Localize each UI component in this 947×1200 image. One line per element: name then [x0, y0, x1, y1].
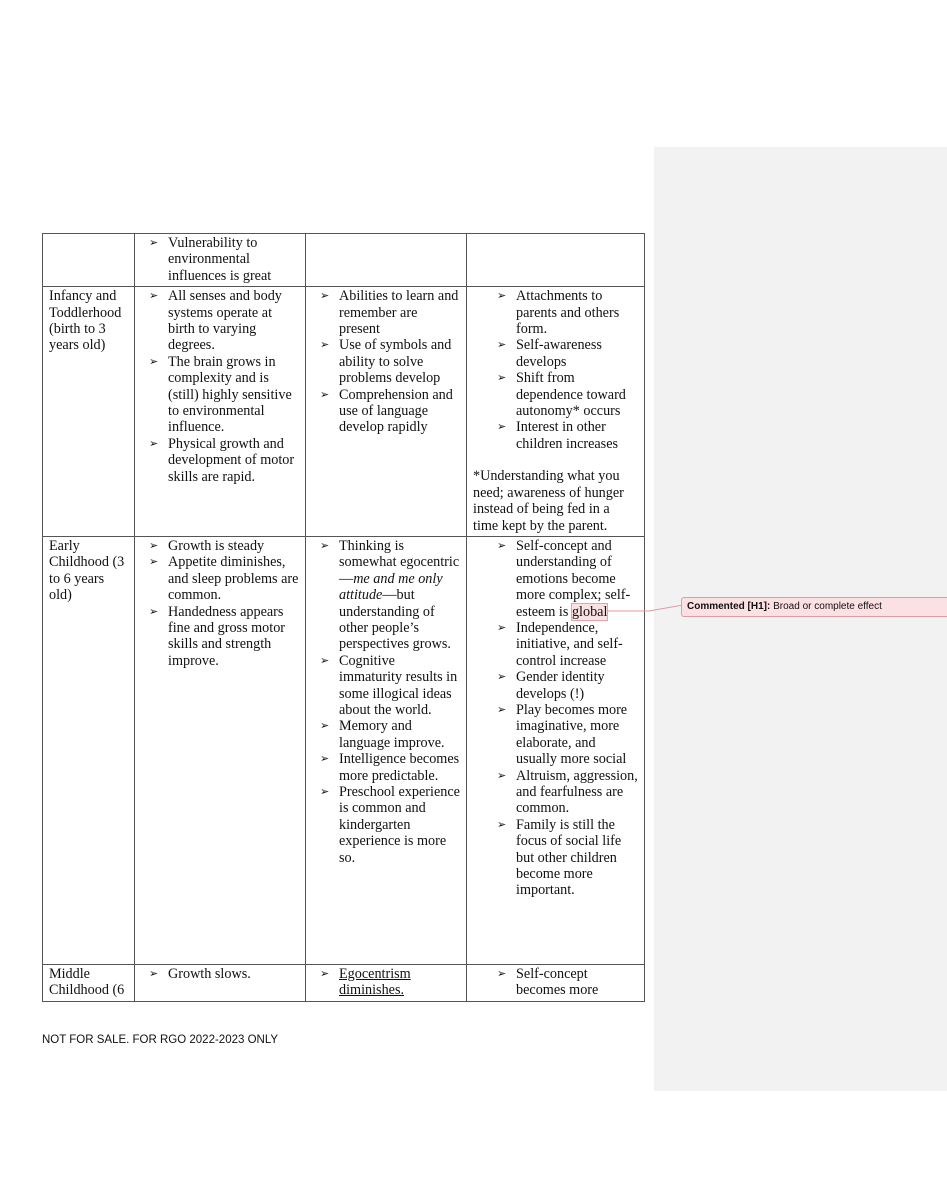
list-item: ➢ Physical growth and development of motor skills are rapid. [149, 435, 295, 485]
arrow-bullet-icon: ➢ [497, 670, 507, 684]
list-item: ➢ Independence, initiative, and self-control increase [497, 619, 623, 669]
emphasis-text: me and me only attitude [339, 570, 443, 604]
list-item: ➢ Appetite diminishes, and sleep problems are common. [149, 554, 299, 604]
arrow-bullet-icon: ➢ [320, 752, 330, 766]
list-item: ➢ Egocentrism diminishes. [320, 965, 411, 999]
arrow-bullet-icon: ➢ [149, 236, 159, 249]
list-item: ➢ Memory and language improve. [320, 718, 445, 751]
arrow-bullet-icon: ➢ [149, 555, 159, 569]
list-item: ➢ Cognitive immaturity results in some illogical ideas about the world. [320, 652, 458, 718]
cognitive-cell [306, 234, 467, 287]
list-item: ➢ Self-awareness develops [497, 337, 602, 370]
list-item: ➢ Thinking is somewhat egocentric—me and me only attitude—but understanding of other people’s perspectives grows. [320, 537, 460, 653]
arrow-bullet-icon: ➢ [149, 436, 159, 450]
arrow-bullet-icon: ➢ [320, 289, 330, 303]
arrow-bullet-icon: ➢ [497, 371, 507, 385]
arrow-bullet-icon: ➢ [149, 538, 159, 552]
development-table [42, 233, 645, 1002]
psychosocial-cell [467, 964, 645, 1001]
list-item: ➢ Vulnerability to environmental influences is great [149, 235, 272, 284]
comment-connector-line [607, 596, 683, 612]
table-row [43, 234, 645, 287]
list-item: ➢ Self-concept becomes more [497, 965, 599, 999]
psychosocial-cell [467, 234, 645, 287]
list-item: ➢ Play becomes more imaginative, more elaborate, and usually more social [497, 701, 628, 768]
list-item: ➢ The brain grows in complexity and is (still) highly sensitive to environmental influence. [149, 353, 292, 436]
arrow-bullet-icon: ➢ [149, 966, 159, 980]
footnote: *Understanding what you need; awareness of hunger instead of being fed in a time kept by the parent. [473, 468, 624, 534]
stage-cell [43, 234, 135, 287]
list-item: ➢ Interest in other children increases [497, 419, 619, 452]
list-item: ➢ Attachments to parents and others form. [497, 288, 620, 338]
arrow-bullet-icon: ➢ [320, 719, 330, 733]
comment-tag: Commented [H1]: [687, 601, 771, 612]
physical-cell [135, 234, 306, 287]
comment-pane [654, 147, 947, 1091]
arrow-bullet-icon: ➢ [320, 338, 330, 352]
list-item: ➢ Handedness appears fine and gross motor skills and strength improve. [149, 603, 286, 669]
list-item: ➢ Self-concept and understanding of emotions become more complex; self-esteem is global [497, 537, 631, 620]
cognitive-cell [306, 287, 467, 537]
arrow-bullet-icon: ➢ [497, 817, 507, 831]
arrow-bullet-icon: ➢ [320, 387, 330, 401]
comment-highlight[interactable]: global [571, 603, 608, 620]
arrow-bullet-icon: ➢ [497, 420, 507, 434]
list-item: ➢ Comprehension and use of language develop rapidly [320, 386, 453, 436]
arrow-bullet-icon: ➢ [497, 966, 507, 980]
table-row [43, 964, 645, 1001]
stage-cell: Infancy and Toddlerhood (birth to 3 years old) [43, 287, 135, 537]
physical-cell [135, 964, 306, 1001]
physical-cell [135, 287, 306, 537]
table-row [43, 536, 645, 964]
list-item: ➢ Use of symbols and ability to solve problems develop [320, 337, 452, 387]
arrow-bullet-icon: ➢ [497, 768, 507, 782]
arrow-bullet-icon: ➢ [149, 289, 159, 303]
list-item: ➢ Intelligence becomes more predictable. [320, 751, 460, 784]
psychosocial-cell [467, 287, 645, 537]
table-row [43, 287, 645, 537]
cognitive-cell [306, 964, 467, 1001]
page-footer: NOT FOR SALE. FOR RGO 2022-2023 ONLY [42, 1034, 279, 1046]
list-item: ➢ Gender identity develops (!) [497, 669, 605, 702]
arrow-bullet-icon: ➢ [149, 604, 159, 618]
arrow-bullet-icon: ➢ [497, 538, 507, 552]
list-item: ➢ Shift from dependence toward autonomy* occurs [497, 370, 626, 420]
list-item: ➢ Family is still the focus of social life but other children become more important. [497, 816, 622, 899]
list-item: ➢ All senses and body systems operate at birth to varying degrees. [149, 288, 282, 354]
arrow-bullet-icon: ➢ [320, 785, 330, 798]
arrow-bullet-icon: ➢ [497, 620, 507, 634]
stage-cell: Early Childhood (3 to 6 years old) [43, 536, 135, 964]
arrow-bullet-icon: ➢ [497, 289, 507, 303]
arrow-bullet-icon: ➢ [320, 538, 330, 552]
arrow-bullet-icon: ➢ [320, 966, 330, 980]
list-item: ➢ Altruism, aggression, and fearfulness are common. [497, 767, 638, 817]
arrow-bullet-icon: ➢ [149, 354, 159, 368]
comment-text: Broad or complete effect [773, 601, 882, 612]
list-item: ➢ Preschool experience is common and kindergarten experience is more so. [320, 784, 460, 866]
comment-balloon[interactable] [681, 597, 947, 617]
arrow-bullet-icon: ➢ [497, 338, 507, 352]
arrow-bullet-icon: ➢ [320, 653, 330, 667]
list-item: ➢ Growth is steady [149, 537, 265, 554]
cognitive-cell [306, 536, 467, 964]
list-item: ➢ Abilities to learn and remember are present [320, 288, 459, 338]
physical-cell [135, 536, 306, 964]
stage-cell: Middle Childhood (6 [43, 964, 135, 1001]
list-item: ➢ Growth slows. [149, 965, 251, 982]
arrow-bullet-icon: ➢ [497, 702, 507, 716]
